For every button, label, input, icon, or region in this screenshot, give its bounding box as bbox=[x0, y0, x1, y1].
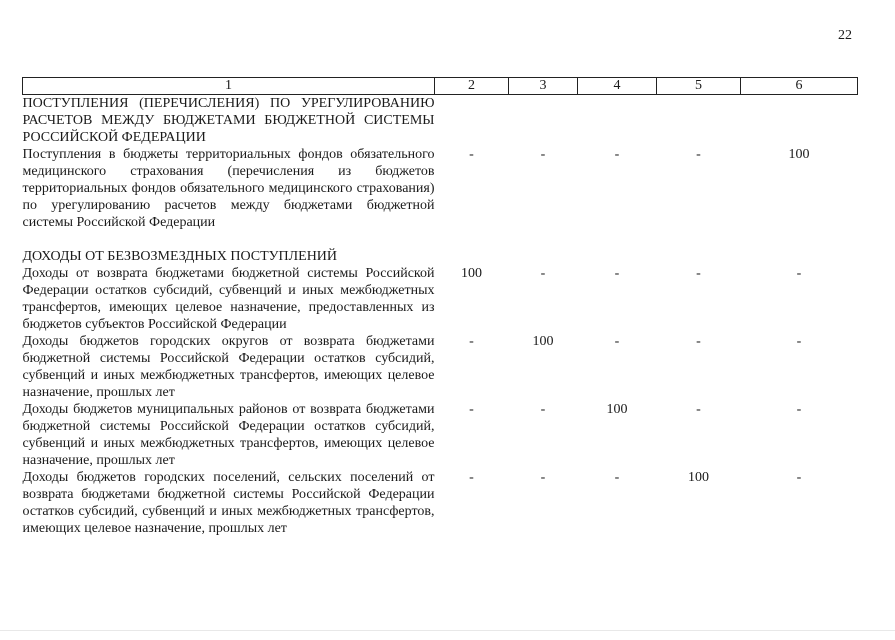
spacer-row bbox=[23, 231, 858, 248]
column-header-6: 6 bbox=[741, 78, 858, 95]
row-value-col4: - bbox=[614, 147, 620, 162]
row-value-col5: - bbox=[696, 334, 701, 349]
page-number: 22 bbox=[838, 28, 852, 43]
row-description: Доходы бюджетов городских поселений, сельских поселений от возврата бюджетами бюджетной системы Российской Федерации остатков субсидий, субвенций и иных межбюджетных трансфертов, имеющих целевое назначение, прошлых лет bbox=[22, 470, 435, 536]
table-body bbox=[23, 95, 858, 538]
row-value-col3: 100 bbox=[532, 334, 554, 349]
row-value-col6: - bbox=[796, 470, 802, 485]
column-header-3: 3 bbox=[509, 78, 578, 95]
row-value-col2: - bbox=[469, 470, 474, 485]
row-value-col6: 100 bbox=[788, 147, 810, 162]
section-row bbox=[23, 95, 858, 147]
row-value-col6: - bbox=[796, 334, 802, 349]
row-value-col4: - bbox=[614, 470, 620, 485]
row-value-col6: - bbox=[796, 266, 802, 281]
table-header bbox=[23, 78, 858, 95]
row-value-col2: - bbox=[469, 147, 474, 162]
section-title: ДОХОДЫ ОТ БЕЗВОЗМЕЗДНЫХ ПОСТУПЛЕНИЙ bbox=[22, 249, 338, 264]
row-value-col2: - bbox=[469, 334, 474, 349]
row-value-col3: - bbox=[540, 266, 546, 281]
section-title: ПОСТУПЛЕНИЯ (ПЕРЕЧИСЛЕНИЯ) ПО УРЕГУЛИРОВАНИЮ РАСЧЕТОВ МЕЖДУ БЮДЖЕТАМИ БЮДЖЕТНОЙ СИСТЕМЫ РОССИЙСКОЙ ФЕДЕРАЦИИ bbox=[22, 96, 435, 145]
row-value-col5: 100 bbox=[688, 470, 709, 485]
section-row bbox=[23, 248, 858, 265]
row-value-col4: 100 bbox=[606, 402, 628, 417]
row-value-col4: - bbox=[614, 334, 620, 349]
row-description: Доходы бюджетов городских округов от возврата бюджетами бюджетной системы Российской Федерации остатков субсидий, субвенций и иных межбюджетных трансфертов, имеющих целевое назначение, прошлых лет bbox=[22, 334, 435, 400]
row-value-col3: - bbox=[540, 470, 546, 485]
row-value-col5: - bbox=[696, 402, 701, 417]
row-description: Поступления в бюджеты территориальных фондов обязательного медицинского страхования (перечисления из бюджетов территориальных фондов обязательного медицинского страхования) по урегулированию расчетов между бюджетами бюджетной системы Российской Федерации bbox=[22, 147, 435, 230]
scan-artifact-line bbox=[0, 630, 895, 631]
table-row bbox=[23, 146, 858, 231]
column-header-1: 1 bbox=[23, 78, 435, 95]
column-header-2: 2 bbox=[435, 78, 509, 95]
row-value-col5: - bbox=[696, 147, 701, 162]
row-description: Доходы бюджетов муниципальных районов от возврата бюджетами бюджетной системы Российской Федерации остатков субсидий, субвенций и иных межбюджетных трансфертов, имеющих целевое назначение, прошлых лет bbox=[22, 402, 435, 468]
column-header-4: 4 bbox=[578, 78, 657, 95]
table-row bbox=[23, 401, 858, 469]
budget-table bbox=[22, 77, 858, 537]
table-row bbox=[23, 469, 858, 537]
row-value-col2: - bbox=[469, 402, 474, 417]
row-value-col3: - bbox=[540, 402, 546, 417]
column-header-5: 5 bbox=[657, 78, 741, 95]
row-value-col6: - bbox=[796, 402, 802, 417]
row-value-col5: - bbox=[696, 266, 701, 281]
row-value-col4: - bbox=[614, 266, 620, 281]
row-description: Доходы от возврата бюджетами бюджетной системы Российской Федерации остатков субсидий, субвенций и иных межбюджетных трансфертов, имеющих целевое назначение, предоставленных из бюджетов субъектов Российской Федерации bbox=[22, 266, 435, 332]
table-row bbox=[23, 265, 858, 333]
table-row bbox=[23, 333, 858, 401]
row-value-col3: - bbox=[540, 147, 546, 162]
row-value-col2: 100 bbox=[461, 266, 482, 281]
